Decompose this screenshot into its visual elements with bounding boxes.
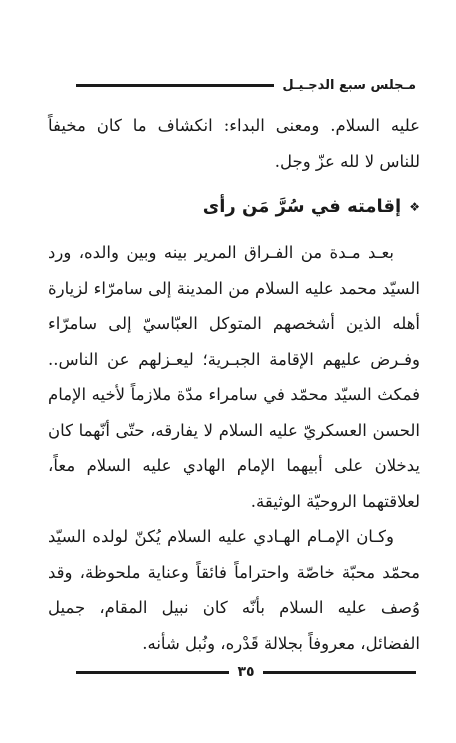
section-heading: [48, 187, 420, 227]
page-number: ٣٥: [237, 664, 255, 680]
footer-rule-left: [76, 671, 229, 674]
paragraph-imam-love: وكـان الإمـام الهـادي عليه السلام يُكنّ لولده السيّد محمّد محبّة خاصّة واحتراماً فائقاً وعناية ملحوظة، وقد وُصف عليه السلام بأنّه كان نبيل المقام، جميل الفضائل، معروفاً بجلالة قَدْره، ونُبل شأنه.: [48, 527, 420, 653]
page-footer: [76, 662, 416, 682]
running-header: [76, 74, 416, 96]
header-rule: [76, 84, 274, 87]
section-heading-text: إقامته في سُرَّ مَن رأى: [202, 196, 402, 217]
diamond-bullet-icon: ❖: [409, 200, 420, 214]
footer-rule-right: [263, 671, 416, 674]
running-header-title: مـجلس سبع الدجـيـل: [282, 77, 416, 93]
paragraph-residence: بعـد مـدة من الفـراق المرير بينه وبين والده، ورد السيّد محمد عليه السلام من المدينة إلى سامرّاء لزيارة أهله الذين أشخصهم المتوكل العبّاسيّ إلى سامرّاء وفـرض عليهم الإقامة الجبـرية؛ ليعـزلهم عن الناس.. فمكث السيّد محمّد في سامراء مدّة ملازماً لأخيه الإمام الحسن العسكريّ عليه السلام لا يفارقه، حتّى أنّهما كان يدخلان على أبيهما الإمام الهادي عليه السلام معاً، لعلاقتهما الروحيّة الوثيقة.: [48, 243, 420, 511]
paragraph-continuation: عليه السلام. ومعنى البداء: انكشاف ما كان مخيفاً للناس لا لله عزّ وجل.: [48, 116, 420, 171]
page-content: [48, 108, 420, 661]
